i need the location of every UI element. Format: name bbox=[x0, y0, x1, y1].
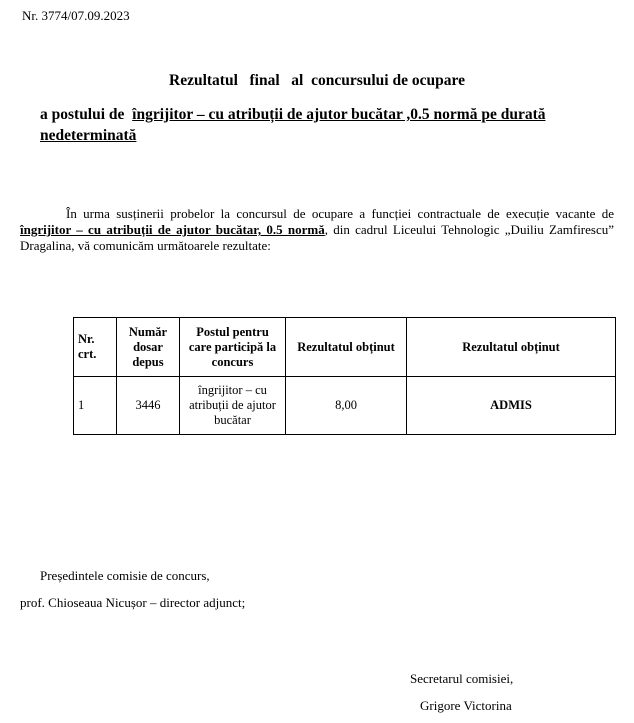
table-header-row bbox=[74, 318, 616, 377]
header-nr-crt: Nr. crt. bbox=[74, 318, 117, 377]
secretary-title: Secretarul comisiei, bbox=[410, 671, 514, 686]
header-rezultat-nota: Rezultatul obținut bbox=[286, 318, 407, 377]
cell-nota: 8,00 bbox=[286, 377, 407, 435]
title-post-name: îngrijitor – cu atribuții de ajutor bucătar ,0.5 normă pe durată nedeterminată bbox=[40, 106, 546, 144]
document-number: Nr. 3774/07.09.2023 bbox=[22, 8, 130, 23]
intro-post-name: îngrijitor – cu atribuții de ajutor bucătar, 0.5 normă bbox=[20, 222, 325, 237]
document-title-line2 bbox=[40, 104, 600, 146]
cell-dosar: 3446 bbox=[117, 377, 180, 435]
cell-post: îngrijitor – cu atribuții de ajutor bucătar bbox=[180, 377, 286, 435]
intro-text-part2: , din cadrul Liceului Tehnologic „Duiliu Zamfirescu” Dragalina, vă comunicăm următoarele rezultate: bbox=[20, 222, 615, 253]
header-postul: Postul pentru care participă la concurs bbox=[180, 318, 286, 377]
cell-nr: 1 bbox=[74, 377, 117, 435]
president-title: Președintele comisie de concurs, bbox=[40, 568, 210, 583]
document-title-line1: Rezultatul final al concursului de ocupare bbox=[169, 72, 465, 89]
results-table bbox=[73, 317, 616, 435]
secretary-name: Grigore Victorina bbox=[420, 698, 512, 713]
table-row bbox=[74, 377, 616, 435]
president-name: prof. Chioseaua Nicușor – director adjunct; bbox=[20, 595, 246, 610]
header-numar-dosar: Număr dosar depus bbox=[117, 318, 180, 377]
cell-rezultat: ADMIS bbox=[407, 377, 616, 435]
header-rezultat-final: Rezultatul obținut bbox=[407, 318, 616, 377]
title-prefix: a postului de bbox=[40, 106, 133, 123]
intro-text-part1: În urma susținerii probelor la concursul de ocupare a funcției contractuale de execuție vacante de bbox=[66, 206, 614, 221]
intro-paragraph bbox=[20, 206, 614, 254]
